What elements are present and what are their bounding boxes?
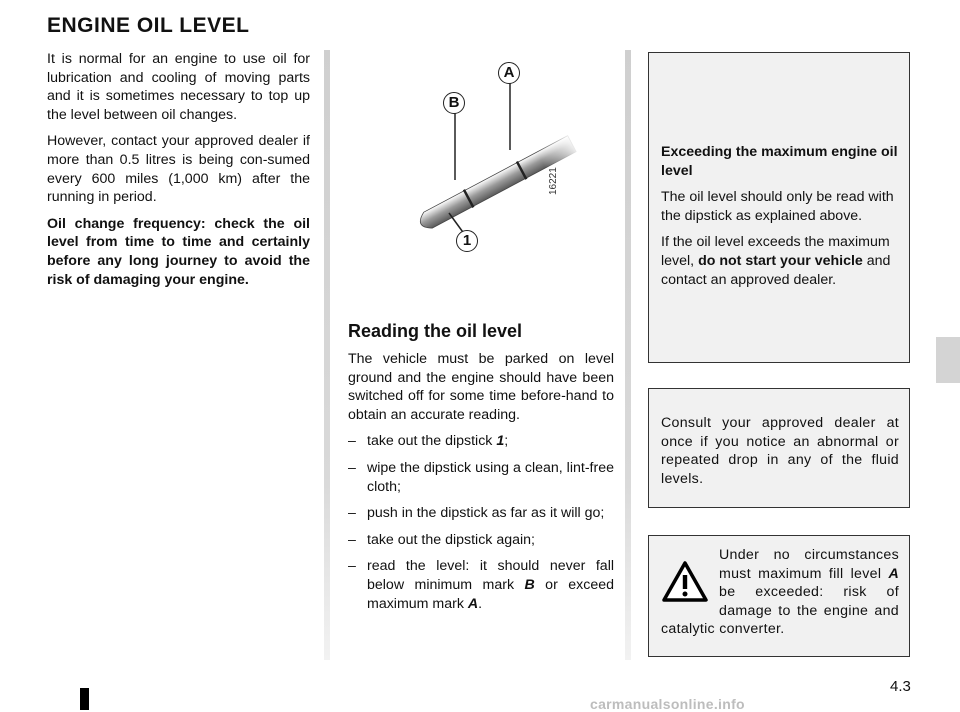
step-reference: 1 — [496, 433, 505, 450]
column-divider — [625, 50, 631, 660]
page-number: 4.3 — [890, 678, 911, 695]
list-item — [348, 531, 614, 550]
intro-paragraph: It is normal for an engine to use oil for lubrication and cooling of moving parts and it is sometimes necessary to top up the level between oil changes. — [47, 51, 310, 123]
dash-bullet: – — [348, 433, 356, 450]
intro-paragraph: However, contact your approved dealer if more than 0.5 litres is being con-sumed every 600 miles (1,000 km) after the running in period. — [47, 133, 310, 206]
section-tab — [936, 337, 960, 383]
list-item — [348, 432, 614, 451]
consult-dealer-box — [648, 388, 910, 508]
dash-bullet: – — [348, 531, 356, 548]
oil-change-frequency-note: Oil change frequency: check the oil level from time to time and certainly before any long journey to avoid the risk of damaging your engine. — [47, 215, 310, 288]
box-reference: A — [888, 565, 899, 582]
dipstick-drawing — [395, 55, 595, 270]
box-text: be exceeded: risk of damage to the engine and catalytic converter. — [661, 584, 899, 638]
dash-bullet: – — [348, 459, 356, 476]
list-item — [348, 557, 614, 613]
box-text: If the oil level exceeds the maximum level, — [661, 234, 890, 269]
step-text: read the level: it should never fall below minimum mark — [367, 558, 614, 593]
box-text: Under no circumstances must maximum fill level — [719, 547, 899, 582]
dash-bullet: – — [348, 558, 356, 575]
step-reference: A — [467, 595, 479, 612]
dash-bullet: – — [348, 505, 356, 522]
callout-1: 1 — [456, 230, 478, 252]
box-text: and contact an approved dealer. — [661, 252, 891, 288]
box-text: Consult your approved dealer at once if you notice an abnormal or repeated drop in any of the fluid levels. — [661, 415, 899, 487]
intro-column — [47, 50, 310, 297]
step-text: . — [478, 595, 483, 612]
dipstick-illustration — [395, 55, 595, 270]
list-item — [348, 459, 614, 496]
warning-box — [648, 535, 910, 657]
figure-number: 16221 — [548, 167, 559, 195]
box-heading: Exceeding the maximum engine oil level — [661, 144, 898, 179]
warning-triangle-icon — [661, 560, 709, 604]
column-divider — [324, 50, 330, 660]
step-text: push in the dipstick as far as it will go; — [367, 505, 605, 522]
step-text: take out the dipstick again; — [367, 531, 535, 548]
list-item — [348, 504, 614, 523]
reading-steps — [348, 432, 614, 613]
watermark: carmanualsonline.info — [590, 696, 745, 712]
box-paragraph — [661, 233, 899, 289]
callout-a: A — [498, 62, 520, 84]
callout-b: B — [443, 92, 465, 114]
step-text: wipe the dipstick using a clean, lint-free cloth; — [367, 459, 614, 495]
page-title: ENGINE OIL LEVEL — [47, 14, 250, 37]
reading-heading: Reading the oil level — [348, 321, 523, 341]
exceeding-level-box — [648, 52, 910, 363]
box-paragraph: The oil level should only be read with the dipstick as explained above. — [661, 189, 894, 224]
step-text: take out the dipstick — [367, 433, 497, 450]
step-text: or exceed maximum mark — [367, 576, 614, 612]
step-text: ; — [504, 433, 509, 450]
box-emphasis: do not start your vehicle — [698, 252, 863, 269]
step-reference: B — [524, 576, 535, 593]
reading-column — [348, 320, 614, 621]
reading-intro: The vehicle must be parked on level ground and the engine should have been switched off for some time before-hand to obtain an accurate reading. — [348, 351, 614, 423]
print-mark — [80, 688, 89, 710]
